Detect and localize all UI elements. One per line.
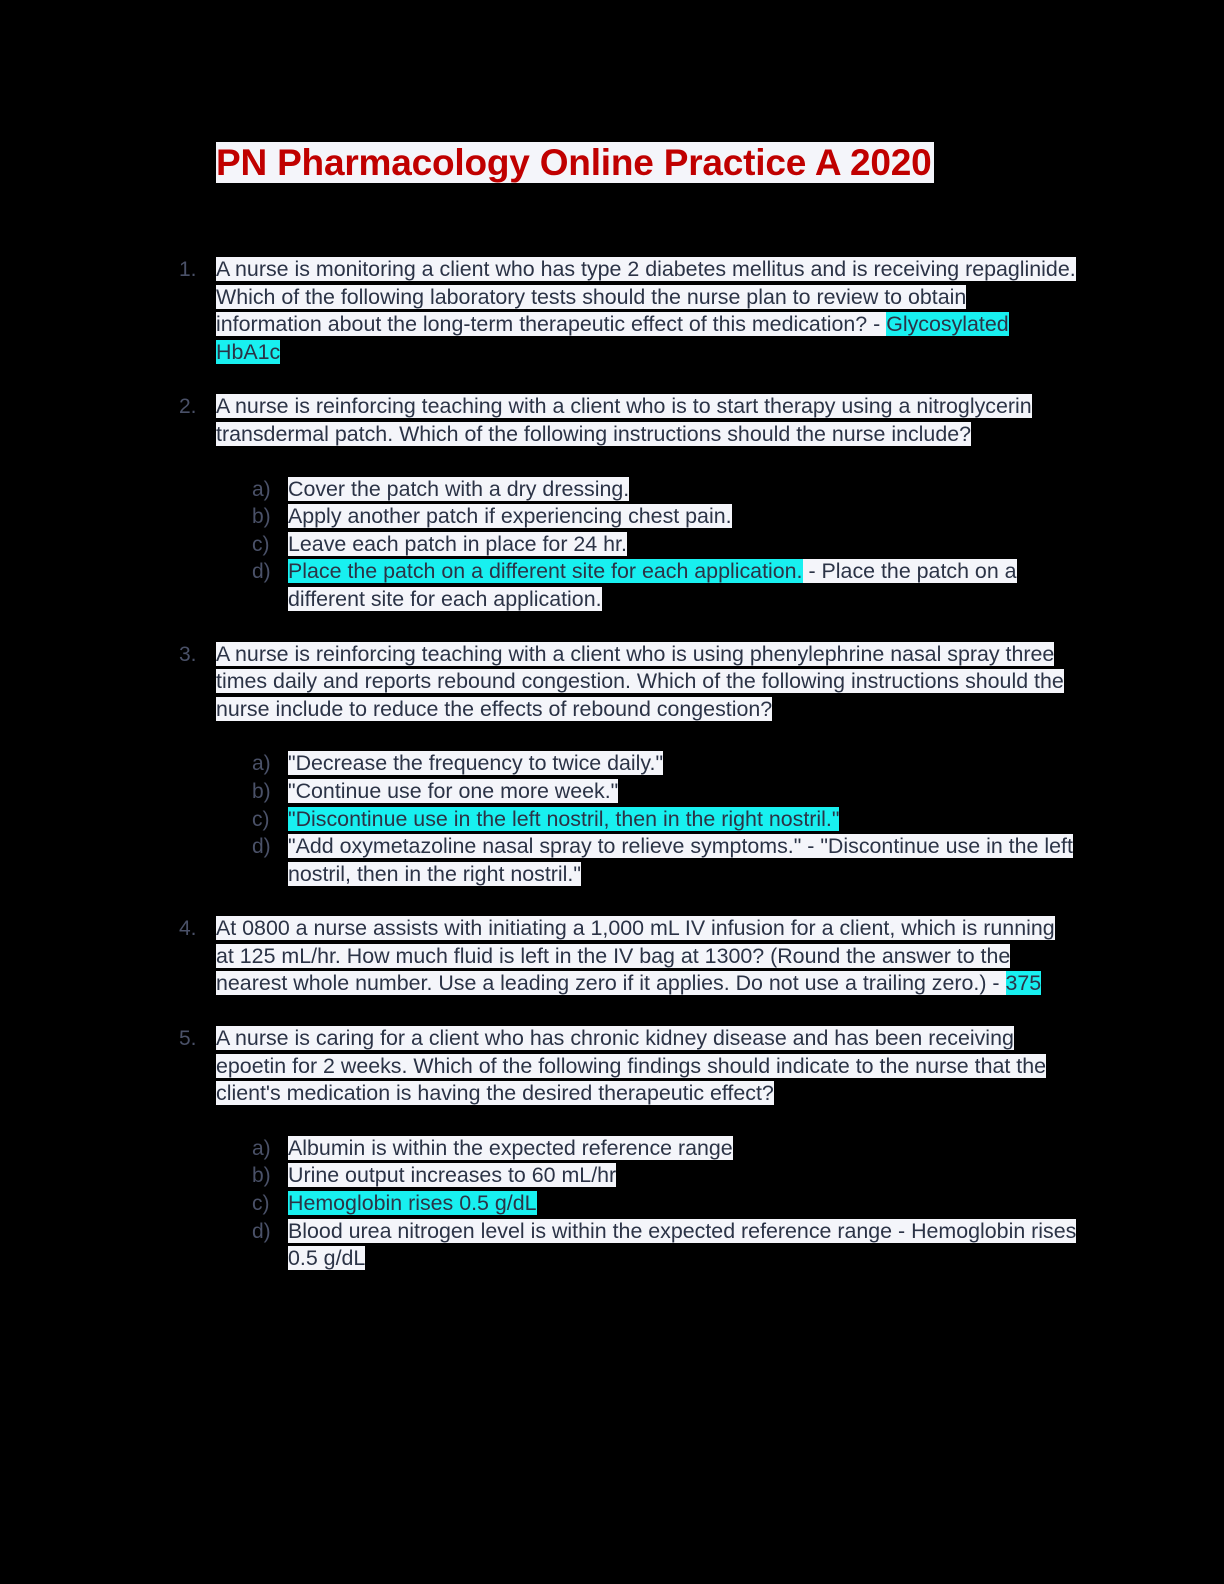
option-b: [0, 1162, 1224, 1190]
question-text: [216, 1025, 1076, 1108]
option-letter: a): [252, 1136, 271, 1160]
option-c: [0, 1190, 1224, 1218]
option-label: Leave each patch in place for 24 hr.: [288, 531, 627, 556]
option-text: [288, 558, 1078, 613]
correct-answer: Place the patch on a different site for each application.: [288, 559, 803, 584]
question-stem: A nurse is reinforcing teaching with a client who is to start therapy using a nitroglycerin transdermal patch. Which of the following instructions should the nurse include?: [216, 394, 1032, 446]
option-d: [0, 1218, 1224, 1273]
answer-rationale: - Place the patch on a different site for each application.: [288, 559, 1017, 611]
correct-answer: Glycosylated HbA1c: [216, 312, 1009, 364]
option-text: [288, 778, 1078, 806]
option-a: [0, 1135, 1224, 1163]
question-number: 3.: [179, 642, 197, 666]
option-text: [288, 531, 1078, 559]
option-c: [0, 806, 1224, 834]
question-text: [216, 641, 1076, 724]
question-4: [0, 915, 1224, 998]
correct-answer: "Discontinue use in the left nostril, then in the right nostril.": [288, 806, 840, 831]
option-a: [0, 750, 1224, 778]
option-letter: a): [252, 752, 271, 776]
answer-options: [0, 750, 1224, 888]
option-letter: d): [252, 560, 271, 584]
option-a: [0, 476, 1224, 504]
correct-answer: Hemoglobin rises 0.5 g/dL: [288, 1191, 537, 1216]
option-label: Albumin is within the expected reference range: [288, 1135, 733, 1160]
question-1: [0, 256, 1224, 366]
question-number: 5.: [179, 1027, 197, 1051]
option-text: [288, 476, 1078, 504]
answer-options: [0, 476, 1224, 614]
option-label: Urine output increases to 60 mL/hr: [288, 1163, 617, 1188]
option-label: "Continue use for one more week.": [288, 778, 619, 803]
answer-options: [0, 1135, 1224, 1273]
question-list: [0, 256, 1224, 1300]
question-number: 2.: [179, 395, 197, 419]
question-stem: A nurse is monitoring a client who has type 2 diabetes mellitus and is receiving repaglinide. Which of the following laboratory tests should the nurse plan to review to obtain information about the long-term therapeutic effect of this medication? -: [216, 257, 1076, 337]
question-number: 1.: [179, 258, 197, 281]
option-letter: c): [252, 1192, 270, 1216]
question-2: [0, 393, 1224, 613]
option-text: [288, 1135, 1078, 1163]
option-b: [0, 778, 1224, 806]
option-label: Blood urea nitrogen level is within the expected reference range - Hemoglobin rises 0.5 g/dL: [288, 1218, 1077, 1271]
option-letter: b): [252, 505, 271, 529]
option-c: [0, 531, 1224, 559]
page-title-text: PN Pharmacology Online Practice A 2020: [216, 142, 932, 183]
option-b: [0, 503, 1224, 531]
option-d: [0, 833, 1224, 888]
option-label: "Add oxymetazoline nasal spray to relieve symptoms." - "Discontinue use in the left nostril, then in the right nostril.": [288, 834, 1073, 886]
page-title: [216, 142, 934, 184]
option-text: [288, 1218, 1078, 1273]
option-text: [288, 806, 1078, 834]
question-3: [0, 641, 1224, 889]
option-letter: b): [252, 1164, 271, 1188]
question-number: 4.: [179, 917, 197, 941]
question-stem: A nurse is caring for a client who has chronic kidney disease and has been receiving epoetin for 2 weeks. Which of the following findings should indicate to the nurse that the client's medication is having the desired therapeutic effect?: [216, 1026, 1046, 1106]
correct-answer: 375: [1005, 971, 1042, 996]
question-text: [216, 393, 1076, 448]
option-letter: c): [252, 807, 270, 831]
option-text: [288, 833, 1078, 888]
option-d: [0, 558, 1224, 613]
option-letter: d): [252, 1219, 271, 1243]
option-text: [288, 1162, 1078, 1190]
option-letter: c): [252, 532, 270, 556]
option-text: [288, 1190, 1078, 1218]
question-text: [216, 915, 1076, 998]
option-letter: a): [252, 477, 271, 501]
question-5: [0, 1025, 1224, 1273]
question-text: [216, 256, 1076, 366]
question-stem: At 0800 a nurse assists with initiating a 1,000 mL IV infusion for a client, which is running at 125 mL/hr. How much fluid is left in the IV bag at 1300? (Round the answer to the nearest whole number. Use a leading zero if it applies. Do not use a trailing zero.) -: [216, 916, 1055, 996]
option-label: Cover the patch with a dry dressing.: [288, 476, 630, 501]
option-text: [288, 750, 1078, 778]
option-letter: b): [252, 779, 271, 803]
option-letter: d): [252, 835, 271, 859]
option-label: Apply another patch if experiencing chest pain.: [288, 504, 732, 529]
question-stem: A nurse is reinforcing teaching with a client who is using phenylephrine nasal spray three times daily and reports rebound congestion. Which of the following instructions should the nurse include to reduce the effects of rebound congestion?: [216, 641, 1064, 721]
option-text: [288, 503, 1078, 531]
option-label: "Decrease the frequency to twice daily.": [288, 751, 664, 776]
